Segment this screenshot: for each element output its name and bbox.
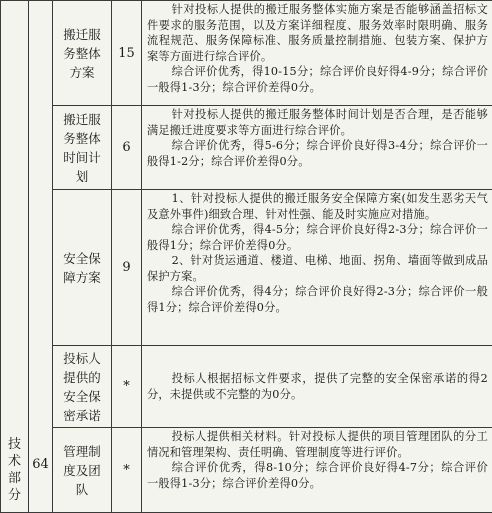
- item-score-cell: [112, 346, 142, 428]
- criteria-paragraph: 综合评价优秀，得4-5分；综合评价良好得2-3分；综合评价一般得1分；综合评价差得0分。: [147, 222, 488, 253]
- item-score: *: [123, 463, 130, 478]
- table-row: [1, 190, 492, 346]
- item-name-line: 投标人: [55, 349, 109, 368]
- item-name-line: 度及团: [55, 461, 109, 480]
- item-score: *: [123, 379, 130, 394]
- criteria-cell: [142, 1, 492, 106]
- criteria-cell: [142, 106, 492, 190]
- criteria-paragraph: 综合评价优秀，得4分；综合评价良好得2-3分；综合评价一般得1分；综合评价差得0分。: [147, 284, 488, 315]
- criteria-cell: [142, 190, 492, 346]
- table-row: [1, 346, 492, 428]
- category-score-cell: [29, 1, 53, 513]
- table-row: [1, 106, 492, 190]
- item-name-line: 务整体: [55, 44, 109, 63]
- table-row: [1, 1, 492, 106]
- item-name-cell: [53, 190, 112, 346]
- criteria-paragraph: 综合评价优秀，得5-6分；综合评价良好得3-4分；综合评价一般得1-2分；综合评价差得0分。: [147, 138, 488, 169]
- item-name-line: 方案: [55, 63, 109, 82]
- item-name-cell: [53, 428, 112, 513]
- criteria-cell: [142, 346, 492, 428]
- criteria-paragraph: 针对投标人提供的搬迁服务整体时间计划是否合理，是否能够满足搬迁进度要求等方面进行综合评价。: [147, 107, 488, 138]
- item-name-line: 障方案: [55, 268, 109, 287]
- item-name-line: 安全保: [55, 387, 109, 406]
- item-score: 15: [118, 46, 135, 61]
- item-score: 6: [122, 140, 130, 155]
- item-name-line: 安全保: [55, 249, 109, 268]
- item-score-cell: [112, 428, 142, 513]
- item-name-line: 队: [55, 480, 109, 499]
- item-name-line: 时间计: [55, 148, 109, 167]
- item-name-line: 务整体: [55, 129, 109, 148]
- item-score-cell: [112, 1, 142, 106]
- item-score-cell: [112, 190, 142, 346]
- criteria-paragraph: 2、针对货运通道、楼道、电梯、地面、拐角、墙面等做到成品保护方案。: [147, 253, 488, 284]
- criteria-paragraph: 投标人提供相关材料。针对投标人提供的项目管理团队的分工情况和管理架构、责任明确、管理制度等进行评价。: [147, 429, 488, 460]
- item-name-cell: [53, 346, 112, 428]
- item-name-line: 搬迁服: [55, 110, 109, 129]
- category-label-cell: [1, 1, 29, 513]
- category-char: 分: [1, 487, 28, 504]
- category-char: 部: [1, 470, 28, 487]
- criteria-paragraph: 综合评价优秀，得8-10分；综合评价良好得4-7分；综合评价一般得1-3分；综合评价差得0分。: [147, 460, 488, 491]
- item-name-cell: [53, 1, 112, 106]
- item-name-line: 密承诺: [55, 406, 109, 425]
- criteria-cell: [142, 428, 492, 513]
- item-name-line: 划: [55, 167, 109, 186]
- category-char: 术: [1, 453, 28, 470]
- item-score-cell: [112, 106, 142, 190]
- item-name-line: 管理制: [55, 442, 109, 461]
- item-score: 9: [122, 260, 130, 275]
- criteria-paragraph: 投标人根据招标文件要求，提供了完整的安全保密承诺的得2分，未提供或不完整的为0分。: [147, 371, 488, 402]
- item-name-line: 提供的: [55, 368, 109, 387]
- item-name-line: 搬迁服: [55, 25, 109, 44]
- item-name-cell: [53, 106, 112, 190]
- criteria-paragraph: 综合评价优秀，得10-15分；综合评价良好得4-9分；综合评价一般得1-3分；综合评价差得0分。: [147, 64, 488, 95]
- category-char: 技: [1, 436, 28, 453]
- table-row: [1, 428, 492, 513]
- category-score: 64: [32, 457, 49, 472]
- criteria-paragraph: 针对投标人提供的搬迁服务整体实施方案是否能够涵盖招标文件要求的服务范围，以及方案详细程度、服务效率时限明确、服务流程规范、服务保障标准、服务质量控制措施、包装方案、保护方案等方面进行综合评价。: [147, 2, 488, 64]
- criteria-paragraph: 1、针对投标人提供的搬迁服务安全保障方案(如发生恶劣天气及意外事件)细致合理、针对性强、能及时实施应对措施。: [147, 191, 488, 222]
